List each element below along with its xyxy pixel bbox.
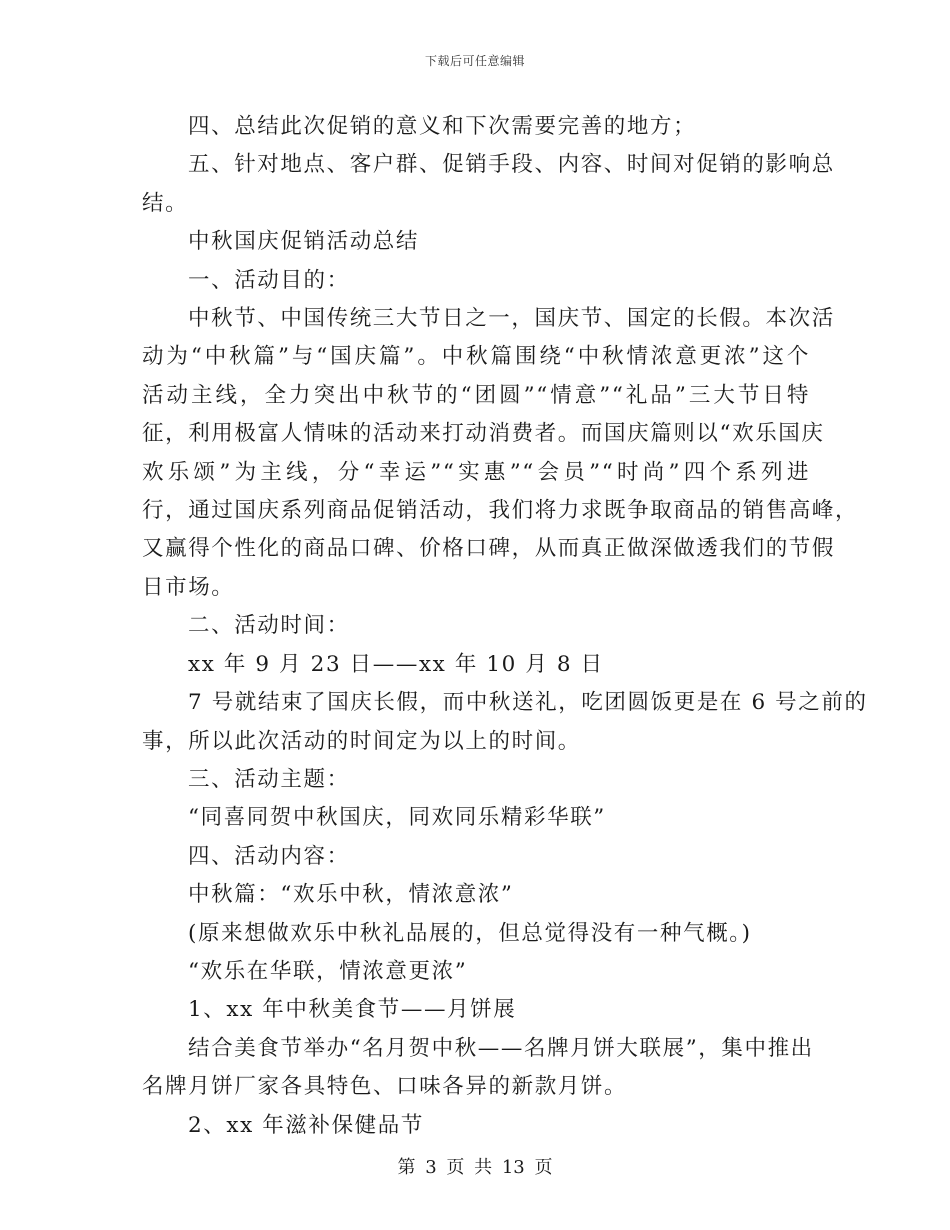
- text-line: xx 年 9 月 23 日——xx 年 10 月 8 日: [188, 651, 604, 677]
- text-line: 名牌月饼厂家各具特色、口味各异的新款月饼。: [142, 1074, 628, 1100]
- text-line: 征，利用极富人情味的活动来打动消费者。而国庆篇则以“欢乐国庆: [142, 421, 825, 447]
- text-line: 结合美食节举办“名月贺中秋——名牌月饼大联展”，集中推出: [188, 1035, 814, 1061]
- text-line: 中秋篇：“欢乐中秋，情浓意浓”: [188, 882, 514, 908]
- text-line: 又赢得个性化的商品口碑、价格口碑，从而真正做深做透我们的节假: [142, 536, 836, 562]
- text-line: 2、xx 年滋补保健品节: [188, 1112, 424, 1138]
- text-line: 动为“中秋篇”与“国庆篇”。中秋篇围绕“中秋情浓意更浓”这个: [142, 344, 810, 370]
- text-line: 欢乐颂”为主线，分“幸运”“实惠”“会员”“时尚”四个系列进: [142, 459, 810, 485]
- section-heading: 四、活动内容：: [188, 843, 350, 869]
- document-body: [142, 108, 868, 1145]
- text-line: 行，通过国庆系列商品促销活动，我们将力求既争取商品的销售高峰，: [142, 498, 859, 524]
- page-footer: 第 3 页 共 13 页: [397, 1157, 553, 1178]
- text-line: 事，所以此次活动的时间定为以上的时间。: [142, 728, 581, 754]
- text-line: 活动主线，全力突出中秋节的“团圆”“情意”“礼品”三大节日特: [142, 382, 810, 408]
- section-heading: 三、活动主题：: [188, 766, 350, 792]
- text-line: 1、xx 年中秋美食节——月饼展: [188, 997, 517, 1023]
- page-header: 下载后可任意编辑: [424, 54, 525, 68]
- text-line: (原来想做欢乐中秋礼品展的，但总觉得没有一种气概。): [188, 920, 752, 946]
- text-line: 中秋节、中国传统三大节日之一，国庆节、国定的长假。本次活: [188, 306, 835, 332]
- text-line: 7 号就结束了国庆长假，而中秋送礼，吃团圆饭更是在 6 号之前的: [188, 690, 868, 716]
- text-line: 四、总结此次促销的意义和下次需要完善的地方；: [188, 114, 697, 139]
- section-heading: 一、活动目的：: [188, 267, 350, 293]
- section-title: 中秋国庆促销活动总结: [188, 229, 420, 255]
- text-line: 日市场。: [142, 574, 235, 600]
- text-line: “欢乐在华联，情浓意更浓”: [188, 958, 468, 984]
- text-line: 结。: [142, 190, 189, 216]
- text-line: 五、针对地点、客户群、促销手段、内容、时间对促销的影响总: [188, 152, 835, 178]
- text-line: “同喜同贺中秋国庆，同欢同乐精彩华联”: [188, 805, 606, 831]
- section-heading: 二、活动时间：: [188, 613, 350, 639]
